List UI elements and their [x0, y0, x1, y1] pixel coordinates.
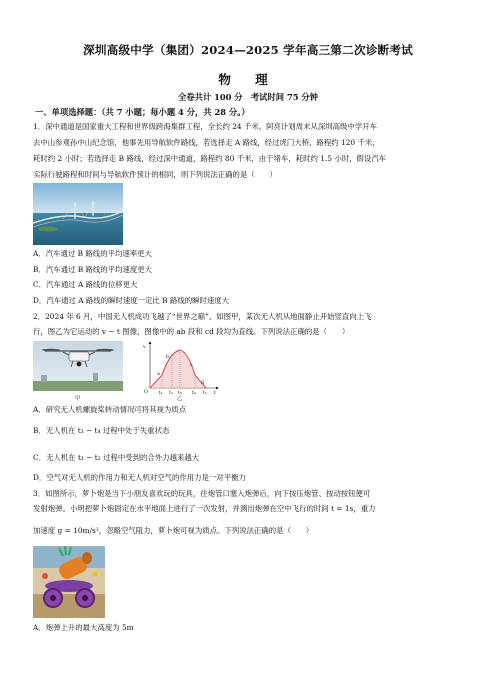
drone-photo: [33, 341, 123, 391]
subject-heading: 物 理: [218, 72, 278, 87]
q1-line-4: 实际行驶路程和时间与导航软件预计的相同，则下列说法正确的是（ ）: [33, 170, 277, 179]
exam-meta: 全卷共计 100 分 考试时间 75 分钟: [178, 92, 318, 102]
tick-t4: t₄: [192, 391, 196, 395]
tick-t5: t₅: [203, 391, 207, 395]
tick-t1: t₁: [159, 391, 163, 395]
q3-line-1: 3．如图所示，萝卜炮是当下小朋友喜欢玩的玩具，往炮管口塞入炮弹后，向下按压炮管、按动按钮便可: [33, 489, 371, 498]
point-b-label: b: [166, 355, 170, 360]
vt-graph: [140, 340, 220, 395]
figure-label-yi: 乙: [177, 396, 183, 402]
q2-option-a[interactable]: A．研究无人机螺旋桨转动情况可将其视为质点: [33, 405, 187, 414]
section-heading: 一、单项选择题：（共 7 小题；每小题 4 分，共 28 分。）: [35, 107, 250, 117]
q1-option-b[interactable]: B．汽车通过 B 路线的平均速度更大: [33, 265, 153, 274]
q1-option-c[interactable]: C．汽车通过 A 路线的位移更大: [33, 280, 138, 289]
graph-v-label: v: [143, 345, 146, 350]
point-a-label: a: [157, 372, 160, 377]
tick-t2: t₂: [169, 391, 173, 395]
figure-label-jia: 甲: [75, 396, 81, 402]
q3-line-3: 加速度 g = 10m/s²，忽略空气阻力，萝卜炮可视为质点。下列说法正确的是（ ）: [33, 526, 314, 535]
q2-line-2: 行，图乙为它运动的 v − t 图像，图像中的 ab 段和 cd 段均为直线。下列说法正确的是（ ）: [33, 327, 350, 336]
radish-cannon-photo: [33, 546, 105, 618]
q1-line-2: 去中山参观孙中山纪念馆，他事先用导航软件路线，若选择走 A 路线，经过虎门大桥，路程约 120 千米，: [33, 138, 380, 147]
q1-line-1: 1．深中通道是国家重大工程和世界级跨海集群工程，全长约 24 千米。阿亮计划周末从深圳高级中学开车: [33, 122, 377, 131]
q2-option-c[interactable]: C．无人机在 t₁ − t₂ 过程中受到的合外力越来越大: [33, 453, 200, 462]
point-c-label: c: [190, 363, 193, 368]
q2-option-d[interactable]: D．空气对无人机的作用力和无人机对空气的作用力是一对平衡力: [33, 473, 246, 482]
q2-option-b[interactable]: B．无人机在 t₃ − t₄ 过程中处于失重状态: [33, 426, 170, 435]
exam-title: 深圳高级中学（集团）2024—2025 学年高三第二次诊断考试: [83, 43, 413, 57]
q1-line-3: 耗时约 2 小时；若选择走 B 路线，经过深中通道，路程约 80 千米，由于堵车，耗时约 1.5 小时，假设汽车: [33, 154, 387, 163]
graph-origin-label: O: [144, 390, 148, 395]
q2-line-1: 2．2024 年 6 月，中国无人机成功飞越了“世界之巅”。如图甲，某次无人机从地面静止开始竖直向上飞: [33, 312, 372, 321]
q3-line-2: 发射炮弹。小明把萝卜炮固定在水平地面上进行了一次发射，并测出炮弹在空中飞行的时间 t = 1s，重力: [33, 504, 376, 513]
q1-option-d[interactable]: D．汽车通过 A 路线的瞬时速度一定比 B 路线的瞬时速度大: [33, 296, 230, 305]
point-d-label: d: [201, 381, 205, 386]
q3-option-a[interactable]: A．炮弹上升的最大高度为 5m: [33, 623, 134, 632]
bridge-photo: [33, 183, 123, 245]
tick-t3: t₃: [178, 391, 182, 395]
graph-t-label: t: [214, 391, 216, 395]
q1-option-a[interactable]: A．汽车通过 B 路线的平均速率更大: [33, 249, 152, 258]
